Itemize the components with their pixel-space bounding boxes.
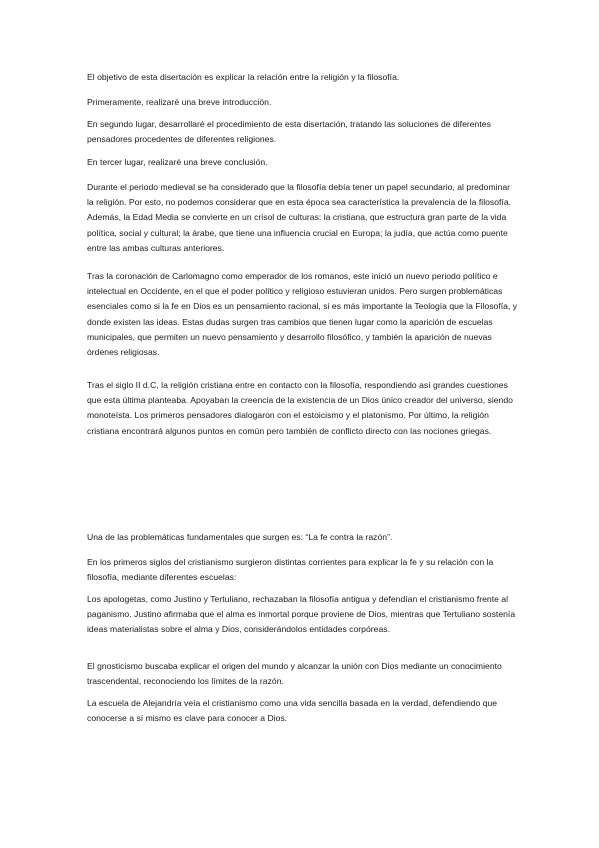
- paragraph-first: Primeramente, realizaré una breve introducción.: [87, 97, 272, 107]
- paragraph-gnosticismo: El gnosticismo buscaba explicar el origen del mundo y alcanzar la unión con Dios mediante un conocimiento trascendental, reconociendo los límites de la razón.: [87, 661, 502, 687]
- paragraph-carlomagno: Tras la coronación de Carlomagno como emperador de los romanos, este inició un nuevo periodo político e intelectual en Occidente, en el que el poder político y religioso estuvieran unidos. Pero surgen problemáticas esenciales como si la fe en Dios es un pensamiento racional, si es más importante la Teología que la Filosofía, y donde existen las ideas. Estas dudas surgen tras cambios que tienen lugar como la aparición de escuelas municipales, que permiten un nuevo pensamiento y desarrollo filosófico, y también la aparición de nuevas órdenes religiosas.: [87, 271, 518, 358]
- paragraph-siglo-ii: Tras el siglo II d.C, la religión cristiana entre en contacto con la filosofía, respondiendo así grandes cuestiones que esta última planteaba. Apoyaban la creencia de la existencia de un Dios único creador del universo, siendo monoteísta. Los primeros pensadores dialogaron con el estoicismo y el platonismo. Por último, la religión cristiana encontrará algunos puntos en común pero también de conflicto directo con las nociones griegas.: [87, 380, 513, 436]
- paragraph-apologetas: Los apologetas, como Justino y Tertuliano, rechazaban la filosofía antigua y defendían el cristianismo frente al paganismo. Justino afirmaba que el alma es inmortal porque proviene de Dios, mientras que Tertuliano sostenía ideas materialistas sobre el alma y Dios, considerándolos entidades corpóreas.: [87, 594, 516, 635]
- paragraph-alejandria: La escuela de Alejandría veía el cristianismo como una vida sencilla basada en la verdad, defendiendo que conocerse a sí mismo es clave para conocer a Dios.: [87, 698, 498, 724]
- paragraph-fe-razon: Una de las problemáticas fundamentales que surgen es: “La fe contra la razón”.: [87, 532, 393, 542]
- paragraph-medieval: Durante el periodo medieval se ha considerado que la filosofía debía tener un papel secundario, al predominar la religión. Por esto, no podemos considerar que en esta época sea característica la prevalencia de la filosofía. Además, la Edad Media se convierte en un crisol de culturas: la cristiana, que estructura gran parte de la vida política, social y cultural; la árabe, que tiene una influencia crucial en Europa; la judía, que actúa como puente entre las ambas culturas anteriores.: [87, 182, 512, 253]
- paragraph-corrientes: En los primeros siglos del cristianismo surgieron distintas corrientes para explicar la fe y su relación con la filosofía, mediante diferentes escuelas:: [87, 557, 494, 583]
- paragraph-third: En tercer lugar, realizaré una breve conclusión.: [87, 157, 268, 167]
- paragraph-objective: El objetivo de esta disertación es explicar la relación entre la religión y la filosofía.: [87, 72, 400, 82]
- paragraph-second: En segundo lugar, desarrollaré el procedimiento de esta disertación, tratando las soluciones de diferentes pensadores procedentes de diferentes religiones.: [87, 119, 491, 145]
